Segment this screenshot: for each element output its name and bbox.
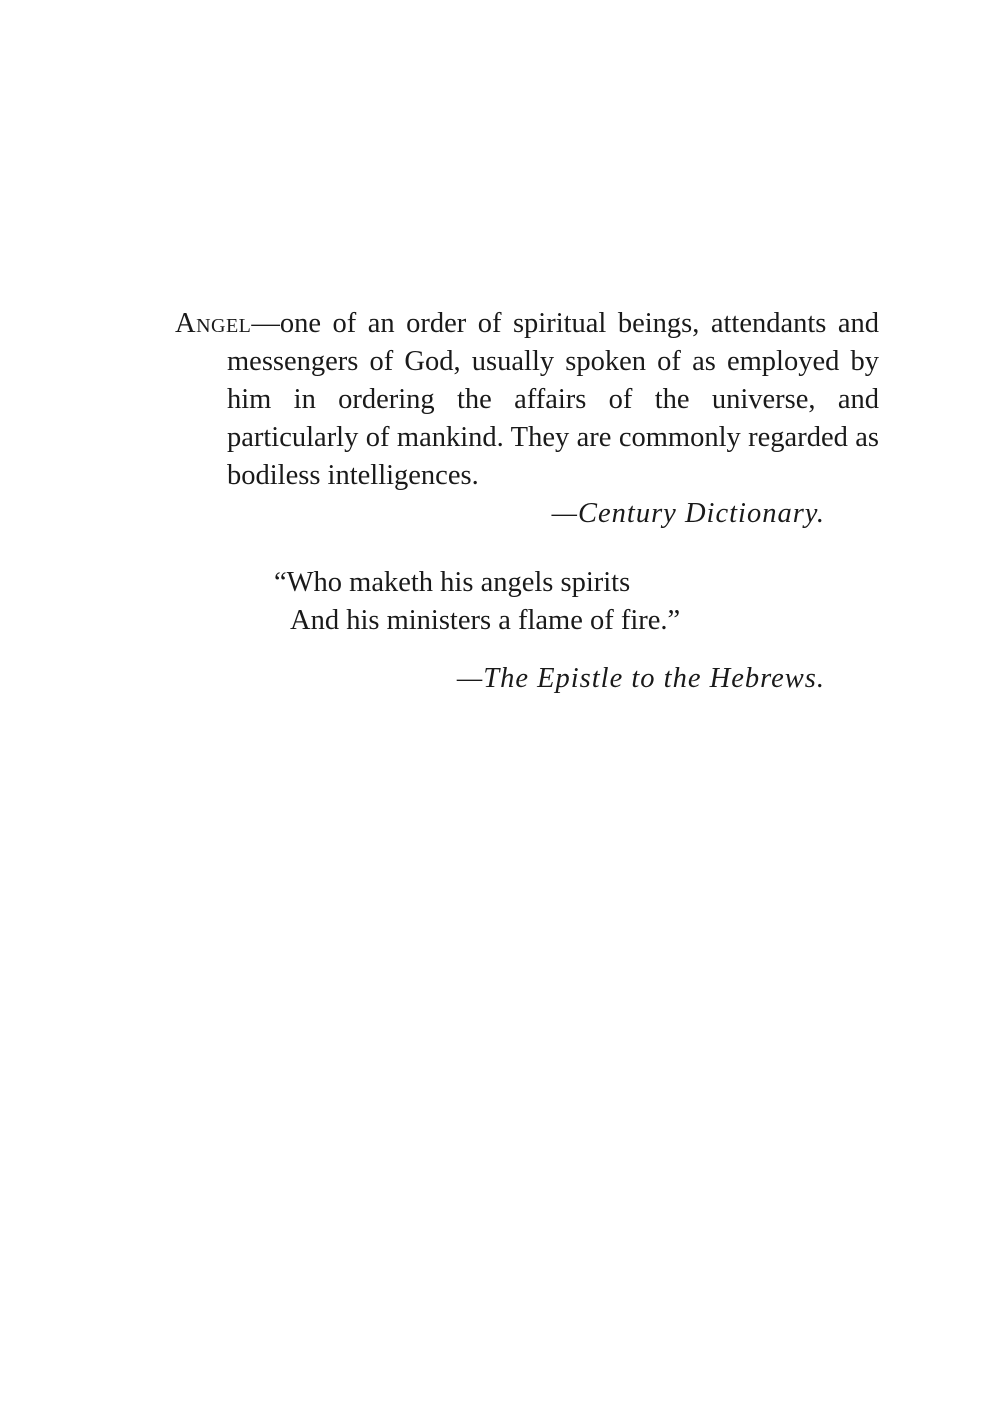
- quote-source: —The Epistle to the Hebrews.: [456, 663, 825, 694]
- definition-source: —Century Dictionary.: [551, 498, 825, 529]
- definition-dash: —: [251, 308, 280, 339]
- quote-line-2: And his ministers a flame of fire.”: [290, 605, 681, 636]
- quote-line-1: “Who maketh his angels spirits: [274, 567, 631, 598]
- definition-text: one of an order of spiritual beings, attendants and messengers of God, usually spoken of as employed by him in ordering the affairs of the universe, and particularly of mankind. They are commonly regarded as bodiless intelligences.: [227, 308, 879, 491]
- scripture-quote: [274, 564, 680, 640]
- headword: Angel: [175, 308, 252, 339]
- definition-paragraph: [175, 305, 879, 495]
